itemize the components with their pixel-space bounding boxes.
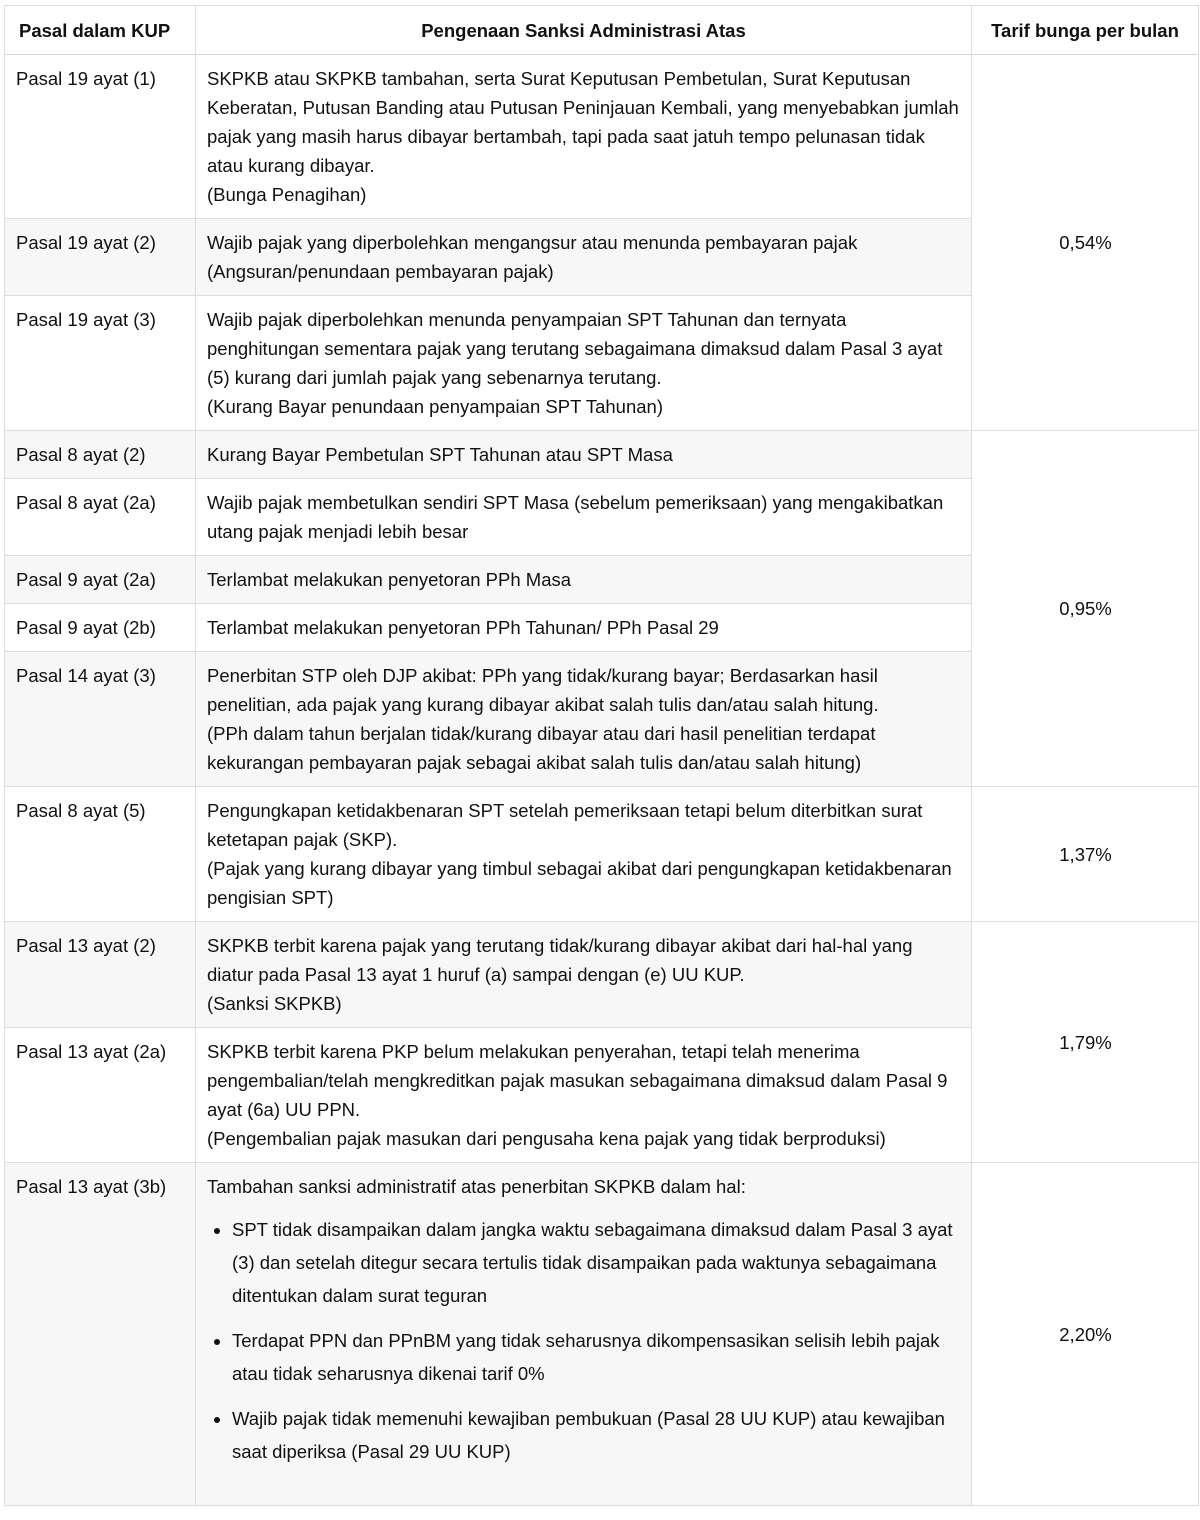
description-text: SKPKB terbit karena pajak yang terutang tidak/kurang dibayar akibat dari hal-hal yang diatur pada Pasal 13 ayat 1 huruf (a) sampai dengan (e) UU KUP. [207, 935, 913, 985]
rate-cell: 2,20% [972, 1163, 1199, 1506]
description-text: SKPKB atau SKPKB tambahan, serta Surat Keputusan Pembetulan, Surat Keputusan Keberatan, Putusan Banding atau Putusan Peninjauan Kembali, yang menyebabkan jumlah pajak yang masih harus dibayar bertambah, tapi pada saat jatuh tempo pelunasan tidak atau kurang dibayar. [207, 68, 959, 176]
table-row [5, 55, 1199, 219]
rate-cell: 0,95% [972, 431, 1199, 787]
rate-cell: 0,54% [972, 55, 1199, 431]
description-cell [196, 55, 972, 219]
description-cell [196, 479, 972, 556]
description-text: SKPKB terbit karena PKP belum melakukan penyerahan, tetapi telah menerima pengembalian/telah mengkreditkan pajak masukan sebagaimana dimaksud dalam Pasal 9 ayat (6a) UU PPN. [207, 1041, 948, 1120]
header-pasal: Pasal dalam KUP [5, 6, 196, 55]
pasal-cell: Pasal 19 ayat (3) [5, 296, 196, 431]
description-note: (PPh dalam tahun berjalan tidak/kurang dibayar atau dari hasil penelitian terdapat kekurangan pembayaran pajak sebagai akibat salah tulis dan/atau salah hitung) [207, 723, 876, 773]
description-note: (Angsuran/penundaan pembayaran pajak) [207, 261, 554, 282]
description-cell [196, 556, 972, 604]
pasal-cell: Pasal 19 ayat (1) [5, 55, 196, 219]
rate-cell: 1,37% [972, 787, 1199, 922]
table-row [5, 1163, 1199, 1506]
pasal-cell: Pasal 9 ayat (2b) [5, 604, 196, 652]
description-text: Pengungkapan ketidakbenaran SPT setelah pemeriksaan tetapi belum diterbitkan surat ketetapan pajak (SKP). [207, 800, 923, 850]
description-text: Tambahan sanksi administratif atas penerbitan SKPKB dalam hal: [207, 1176, 746, 1197]
pasal-cell: Pasal 8 ayat (5) [5, 787, 196, 922]
table-row [5, 431, 1199, 479]
list-item: • Wajib pajak tidak memenuhi kewajiban pembukuan (Pasal 28 UU KUP) atau kewajiban saat diperiksa (Pasal 29 UU KUP) [232, 1402, 961, 1468]
pasal-cell: Pasal 13 ayat (2a) [5, 1028, 196, 1163]
rate-cell: 1,79% [972, 922, 1199, 1163]
pasal-cell: Pasal 9 ayat (2a) [5, 556, 196, 604]
header-tarif: Tarif bunga per bulan [972, 6, 1199, 55]
pasal-cell: Pasal 8 ayat (2) [5, 431, 196, 479]
table-row [5, 787, 1199, 922]
list-item: • Terdapat PPN dan PPnBM yang tidak seharusnya dikompensasikan selisih lebih pajak atau tidak seharusnya dikenai tarif 0% [232, 1324, 961, 1390]
description-cell [196, 922, 972, 1028]
description-cell [196, 1028, 972, 1163]
pasal-cell: Pasal 19 ayat (2) [5, 219, 196, 296]
description-cell [196, 604, 972, 652]
description-cell [196, 787, 972, 922]
description-text: Wajib pajak yang diperbolehkan mengangsur atau menunda pembayaran pajak [207, 232, 858, 253]
description-note: (Bunga Penagihan) [207, 184, 367, 205]
description-note: (Sanksi SKPKB) [207, 993, 342, 1014]
list-item: • SPT tidak disampaikan dalam jangka waktu sebagaimana dimaksud dalam Pasal 3 ayat (3) dan setelah ditegur secara tertulis tidak disampaikan pada waktunya sebagaimana ditentukan dalam surat teguran [232, 1213, 961, 1312]
pasal-cell: Pasal 8 ayat (2a) [5, 479, 196, 556]
sanksi-table [4, 5, 1199, 1506]
description-cell [196, 652, 972, 787]
table-row [5, 922, 1199, 1028]
description-text: Kurang Bayar Pembetulan SPT Tahunan atau SPT Masa [207, 444, 673, 465]
description-cell [196, 1163, 972, 1506]
header-row [5, 6, 1199, 55]
description-text: Wajib pajak membetulkan sendiri SPT Masa (sebelum pemeriksaan) yang mengakibatkan utang pajak menjadi lebih besar [207, 492, 944, 542]
header-pengenaan: Pengenaan Sanksi Administrasi Atas [196, 6, 972, 55]
description-note: (Pajak yang kurang dibayar yang timbul sebagai akibat dari pengungkapan ketidakbenaran pengisian SPT) [207, 858, 952, 908]
pasal-cell: Pasal 14 ayat (3) [5, 652, 196, 787]
description-cell [196, 431, 972, 479]
description-text: Terlambat melakukan penyetoran PPh Masa [207, 569, 572, 590]
description-text: Wajib pajak diperbolehkan menunda penyampaian SPT Tahunan dan ternyata penghitungan sementara pajak yang terutang sebagaimana dimaksud dalam Pasal 3 ayat (5) kurang dari jumlah pajak yang sebenarnya terutang. [207, 309, 943, 388]
description-text: Terlambat melakukan penyetoran PPh Tahunan/ PPh Pasal 29 [207, 617, 719, 638]
pasal-cell: Pasal 13 ayat (2) [5, 922, 196, 1028]
description-cell [196, 296, 972, 431]
description-note: (Kurang Bayar penundaan penyampaian SPT Tahunan) [207, 396, 663, 417]
description-note: (Pengembalian pajak masukan dari pengusaha kena pajak yang tidak berproduksi) [207, 1128, 886, 1149]
description-cell [196, 219, 972, 296]
pasal-cell: Pasal 13 ayat (3b) [5, 1163, 196, 1506]
bullet-list [207, 1213, 961, 1468]
description-text: Penerbitan STP oleh DJP akibat: PPh yang tidak/kurang bayar; Berdasarkan hasil penelitian, ada pajak yang kurang dibayar akibat salah tulis dan/atau salah hitung. [207, 665, 879, 715]
